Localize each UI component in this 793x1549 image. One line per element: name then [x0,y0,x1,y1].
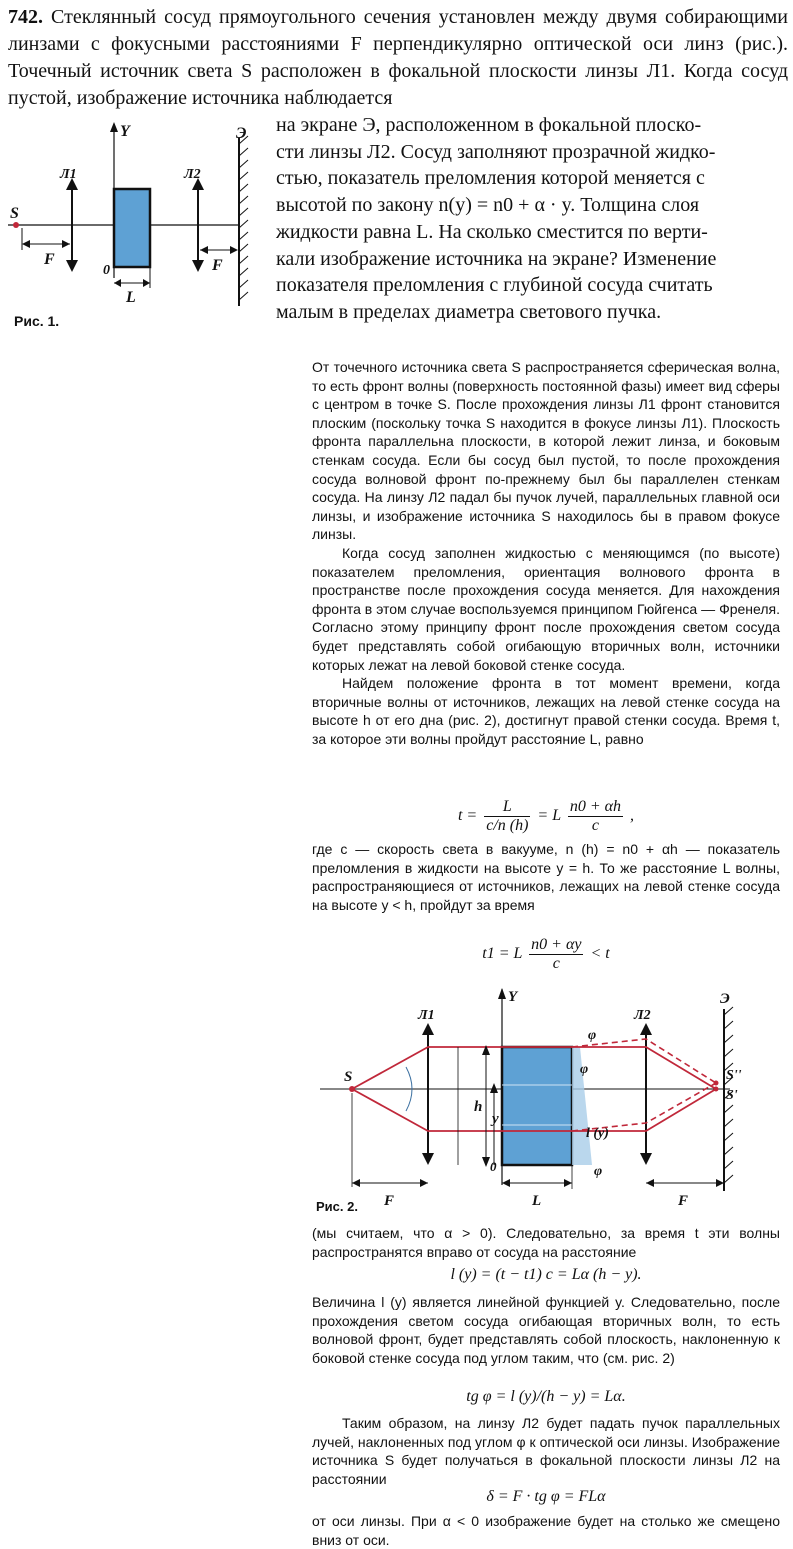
figure-2 [310,985,788,1217]
side-line: стью, показатель преломления которой меняется с [276,167,705,190]
fig2-label-screen: Э [720,991,730,1007]
f2-num: n0 + αy [531,936,582,953]
fig1-label-l: L [126,289,136,306]
fig1-label-y: Y [120,123,130,140]
source-point [13,222,19,228]
formula-tg: tg φ = l (y)/(h − y) = Lα. [466,1388,626,1405]
solution-p7: Таким образом, на линзу Л2 будет падать пучок параллельных лучей, наклоненных под углом φ к оптической оси линзы. Изображение источника S будет получаться в фокальной плоскости линзы Л2 на расстоянии [312,1415,780,1487]
solution-part-1 [312,358,780,748]
fig1-label-origin: 0 [103,263,110,278]
fig2-label-s1: S' [726,1088,738,1103]
side-line: кали изображение источника на экране? Изменение [276,247,717,270]
solution-p4: где c — скорость света в вакууме, n (h) = n0 + αh — показатель преломления в жидкости на высоте y = h. То же расстояние L волны, распространяющиеся от источников, лежащих на левой стенке сосуда на высоте y < h, пройдут за время [312,841,780,913]
solution-part-6 [312,1512,780,1549]
source-point [349,1086,355,1092]
f1-den: c/n (h) [486,817,529,834]
f1-den2: c [591,817,599,834]
fig2-label-phi-bot: φ [594,1164,603,1179]
solution-p8: от оси линзы. При α < 0 изображение будет на столько же смещено вниз от оси. [312,1513,780,1548]
fig2-label-ly: l (y) [586,1126,609,1141]
solution-p3: Найдем положение фронта в тот момент времени, когда вторичные волны от источников, лежащих на левой стенке сосуда на высоте h от его дна (рис. 2), достигнут правой стенки сосуда. Время t, за которое эти волны пройдут расстояние L, равно [312,675,780,747]
solution-p5: (мы считаем, что α > 0). Следовательно, за время t эти волны распространятся вправо от сосуда на расстояние [312,1225,780,1260]
image-point-s1 [714,1087,719,1092]
figure-1 [8,118,270,340]
f1-lhs: t = [457,807,478,825]
f2-fraction [529,936,583,973]
fig2-label-f-left: F [384,1193,395,1209]
fig2-label-h: h [474,1099,483,1115]
vessel [502,1047,572,1165]
side-line: высотой по закону n(y) = n0 + α · y. Толщина слоя [276,194,700,217]
formula-t [312,798,780,835]
fig2-label-y-var: y [492,1111,499,1127]
fig2-label-l: L [532,1193,542,1209]
fig2-label-source: S [344,1069,353,1085]
side-line: на экране Э, расположенном в фокальной плоско- [276,114,702,136]
fig2-label-phi-mid: φ [580,1062,589,1077]
fig1-label-lens2: Л2 [184,167,201,182]
solution-part-4 [312,1293,780,1367]
image-point-s2 [714,1081,719,1086]
fig2-label-phi-top: φ [588,1028,597,1043]
solution-part-5 [312,1414,780,1488]
problem-statement [8,4,788,112]
fig2-label-s2: S'' [726,1068,742,1083]
problem-text-top: Стеклянный сосуд прямоугольного сечения установлен между двумя собирающими линзами с фокусными расстояниями F перпендикулярно оптической оси линз (рис.). Точечный источник света S расположен в фокальной плоскости линзы Л1. Когда сосуд пустой, изображение источника наблюдается [8,6,789,109]
formula-delta: δ = F · tg φ = FLα [486,1488,606,1505]
f2-den: c [552,955,560,972]
formula-t1 [312,936,780,973]
f1-end: , [630,807,635,825]
f1-fraction-1 [484,798,530,835]
f2-end: < t [590,945,610,963]
solution-p1: От точечного источника света S распространяется сферическая волна, то есть фронт волны (поверхность постоянной фазы) имеет вид сферы с центром в точке S. После прохождения линзы Л1 фронт становится плоским (поскольку точка S находится в фокусе линзы Л1). Плоскость фронта параллельна плоскости, в которой лежит линза, и боковым стенкам сосуда. Если бы сосуд был пустой, то после прохождения сосуда волновой фронт по-прежнему был бы параллелен стенкам сосуда. На линзу Л2 падал бы пучок лучей, параллельных главной оси линзы, и изображение источника S находилось бы в правом фокусе линзы. [312,359,780,543]
side-line: малым в пределах диаметра светового пучка. [276,300,662,323]
formula-ly: l (y) = (t − t1) c = Lα (h − y). [450,1266,642,1283]
f1-fraction-2 [568,798,623,835]
f1-num2: n0 + αh [569,798,622,815]
fig2-label-origin: 0 [490,1159,497,1174]
fig2-label-lens1: Л1 [418,1008,435,1023]
solution-part-2 [312,840,780,914]
fig2-label-y: Y [508,989,518,1005]
f2-lhs: t1 = L [482,945,523,963]
solution-p2: Когда сосуд заполнен жидкостью с меняющимся (по высоте) показателем преломления, ориентация волнового фронта в пространстве после прохождения сосуда меняется. Для нахождения фронта в этом случае воспользуемся принципом Гюйгенса — Френеля. Согласно этому принципу фронт после прохождения светом сосуда будет представлять собой огибающую вторичных волн, источники которых лежат на левой боковой стенке сосуда. [312,544,780,673]
fig1-label-screen: Э [236,125,247,142]
problem-side-text [276,112,788,326]
fig1-label-source: S [10,205,19,222]
problem-number: 742. [8,6,43,28]
f1-num: L [484,798,530,817]
fig1-caption: Рис. 1. [14,313,60,329]
fig1-label-f-right: F [212,257,223,274]
f1-mid: = L [537,807,561,825]
solution-p6: Величина l (y) является линейной функцией y. Следовательно, после прохождения светом сосуда огибающая вторичных волн, то есть волновой фронт, будет представлять собой плоскость, наклоненную к боковой стенке сосуда под углом таким, что (см. рис. 2) [312,1294,780,1366]
vessel [114,189,150,267]
fig2-label-f-right: F [678,1193,689,1209]
side-line: жидкости равна L. На сколько сместится по верти- [276,220,708,243]
fig1-label-f-left: F [44,251,55,268]
fig2-label-lens2: Л2 [634,1008,651,1023]
side-line: сти линзы Л2. Сосуд заполняют прозрачной жидко- [276,140,716,163]
fig1-label-lens1: Л1 [60,167,77,182]
side-line: показателя преломления с глубиной сосуда считать [276,274,713,297]
fig2-caption: Рис. 2. [316,1199,358,1214]
solution-part-3 [312,1224,780,1261]
